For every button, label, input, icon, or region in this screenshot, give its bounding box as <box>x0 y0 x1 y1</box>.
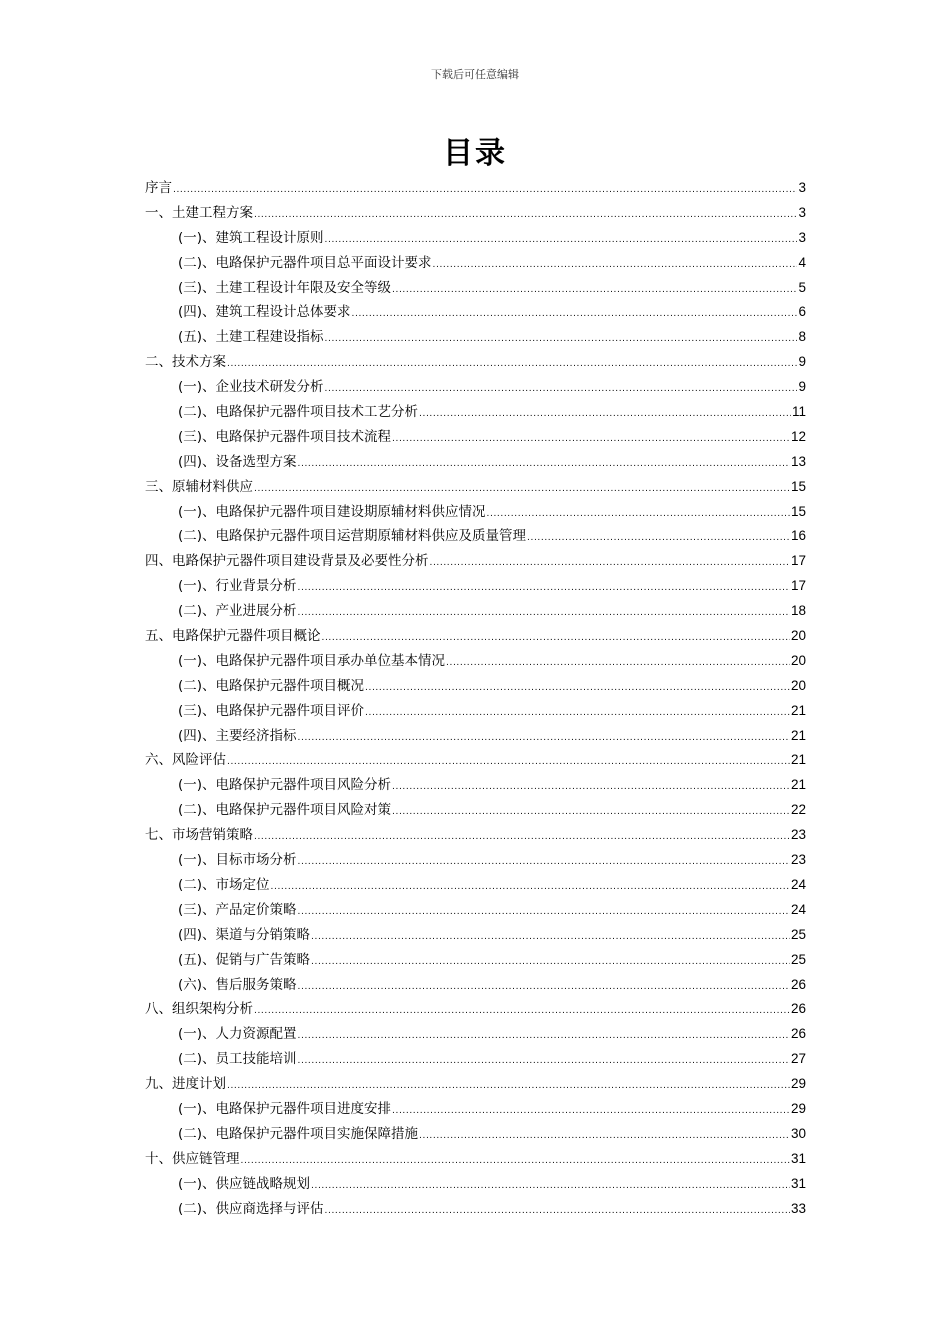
toc-entry[interactable] <box>145 549 806 574</box>
toc-entry-label: (五)、促销与广告策略 <box>178 951 311 968</box>
toc-dot-leader <box>311 950 790 975</box>
toc-dot-leader <box>298 452 790 477</box>
toc-entry-page-number: 33 <box>790 1200 806 1216</box>
toc-dot-leader <box>298 975 790 1000</box>
toc-dot-leader <box>365 676 790 701</box>
toc-dot-leader <box>487 502 790 527</box>
toc-dot-leader <box>419 1124 790 1149</box>
toc-entry[interactable] <box>145 1022 806 1047</box>
toc-entry-page-number: 5 <box>798 279 806 295</box>
toc-entry-label: (二)、员工技能培训 <box>178 1051 297 1068</box>
toc-entry-page-number: 3 <box>798 180 806 195</box>
toc-entry[interactable] <box>145 948 806 973</box>
toc-entry-page-number: 20 <box>790 628 806 644</box>
toc-entry-page-number: 31 <box>790 1175 806 1191</box>
toc-entry-page-number: 8 <box>798 329 806 345</box>
toc-entry-label: (一)、电路保护元器件项目承办单位基本情况 <box>178 652 446 669</box>
toc-dot-leader <box>392 775 790 800</box>
toc-entry-label: (二)、电路保护元器件项目技术工艺分析 <box>178 404 419 421</box>
toc-entry[interactable] <box>145 1172 806 1197</box>
toc-dot-leader <box>322 626 790 651</box>
toc-entry-label: 四、电路保护元器件项目建设背景及必要性分析 <box>145 553 429 570</box>
toc-entry[interactable] <box>145 1097 806 1122</box>
toc-entry[interactable] <box>145 973 806 998</box>
toc-dot-leader <box>325 377 798 402</box>
toc-entry[interactable] <box>145 524 806 549</box>
toc-entry-page-number: 29 <box>790 1076 806 1092</box>
toc-entry-page-number: 21 <box>790 777 806 793</box>
toc-entry-label: (一)、电路保护元器件项目建设期原辅材料供应情况 <box>178 503 486 520</box>
toc-entry[interactable] <box>145 176 806 201</box>
toc-entry[interactable] <box>145 1122 806 1147</box>
toc-dot-leader <box>271 875 790 900</box>
toc-entry-page-number: 21 <box>790 702 806 718</box>
toc-entry-page-number: 13 <box>790 453 806 469</box>
toc-entry-label: 二、技术方案 <box>145 354 226 371</box>
toc-entry-page-number: 6 <box>798 304 806 320</box>
toc-entry[interactable] <box>145 475 806 500</box>
toc-entry-label: (四)、建筑工程设计总体要求 <box>178 304 351 321</box>
toc-dot-leader <box>527 526 790 551</box>
toc-entry-page-number: 23 <box>790 827 806 843</box>
toc-entry-page-number: 18 <box>790 603 806 619</box>
toc-dot-leader <box>446 651 790 676</box>
toc-entry-page-number: 26 <box>790 1026 806 1042</box>
toc-dot-leader <box>241 1149 790 1174</box>
toc-entry[interactable] <box>145 898 806 923</box>
toc-dot-leader <box>325 228 798 253</box>
toc-entry[interactable] <box>145 748 806 773</box>
toc-entry-label: (二)、供应商选择与评估 <box>178 1200 324 1217</box>
toc-dot-leader <box>392 278 797 303</box>
toc-dot-leader <box>173 178 797 203</box>
toc-entry[interactable] <box>145 325 806 350</box>
toc-entry[interactable] <box>145 923 806 948</box>
toc-entry-label: 一、土建工程方案 <box>145 204 253 221</box>
toc-entry[interactable] <box>145 251 806 276</box>
toc-dot-leader <box>311 925 790 950</box>
toc-entry-page-number: 3 <box>798 204 806 220</box>
toc-dot-leader <box>392 800 790 825</box>
toc-entry-page-number: 12 <box>790 428 806 444</box>
toc-entry-label: (一)、电路保护元器件项目进度安排 <box>178 1100 392 1117</box>
toc-entry-label: (二)、产业进展分析 <box>178 603 297 620</box>
toc-dot-leader <box>311 1174 790 1199</box>
toc-entry-label: (四)、设备选型方案 <box>178 453 297 470</box>
toc-entry-page-number: 20 <box>790 652 806 668</box>
toc-entry-label: (三)、电路保护元器件项目技术流程 <box>178 428 392 445</box>
toc-entry-page-number: 17 <box>790 578 806 594</box>
toc-entry-page-number: 9 <box>798 354 806 370</box>
toc-entry-label: 九、进度计划 <box>145 1076 226 1093</box>
toc-dot-leader <box>298 601 790 626</box>
toc-entry[interactable] <box>145 425 806 450</box>
toc-entry[interactable] <box>145 574 806 599</box>
toc-dot-leader <box>298 900 790 925</box>
toc-entry-label: (二)、电路保护元器件项目概况 <box>178 677 365 694</box>
toc-entry[interactable] <box>145 1197 806 1222</box>
toc-dot-leader <box>298 726 790 751</box>
toc-entry-page-number: 15 <box>790 503 806 519</box>
toc-dot-leader <box>254 999 790 1024</box>
toc-entry[interactable] <box>145 823 806 848</box>
toc-entry[interactable] <box>145 201 806 226</box>
toc-entry-label: (一)、行业背景分析 <box>178 578 297 595</box>
toc-entry-page-number: 21 <box>790 727 806 743</box>
toc-entry-page-number: 29 <box>790 1100 806 1116</box>
toc-dot-leader <box>392 427 790 452</box>
toc-entry-label: (一)、电路保护元器件项目风险分析 <box>178 777 392 794</box>
toc-dot-leader <box>254 203 797 228</box>
toc-entry-page-number: 9 <box>798 379 806 395</box>
toc-entry-label: (一)、目标市场分析 <box>178 852 297 869</box>
toc-dot-leader <box>419 402 791 427</box>
toc-entry-page-number: 30 <box>790 1125 806 1141</box>
toc-dot-leader <box>365 701 790 726</box>
toc-entry-page-number: 16 <box>790 528 806 544</box>
table-of-contents <box>145 176 806 1221</box>
toc-entry[interactable] <box>145 276 806 301</box>
toc-entry-label: (三)、产品定价策略 <box>178 901 297 918</box>
toc-entry[interactable] <box>145 400 806 425</box>
toc-entry-page-number: 3 <box>798 229 806 245</box>
toc-entry-label: 序言 <box>145 180 172 196</box>
toc-dot-leader <box>227 750 790 775</box>
toc-entry[interactable] <box>145 500 806 525</box>
toc-entry-label: (一)、供应链战略规划 <box>178 1175 311 1192</box>
toc-dot-leader <box>254 477 790 502</box>
toc-entry-label: (三)、土建工程设计年限及安全等级 <box>178 279 392 296</box>
toc-entry[interactable] <box>145 674 806 699</box>
toc-dot-leader <box>298 1024 790 1049</box>
toc-entry[interactable] <box>145 997 806 1022</box>
toc-entry-label: (四)、渠道与分销策略 <box>178 926 311 943</box>
toc-entry[interactable] <box>145 1147 806 1172</box>
toc-dot-leader <box>433 253 798 278</box>
toc-entry-label: 七、市场营销策略 <box>145 827 253 844</box>
toc-entry-label: (二)、市场定位 <box>178 876 270 893</box>
toc-entry-page-number: 25 <box>790 951 806 967</box>
toc-entry-label: (二)、电路保护元器件项目运营期原辅材料供应及质量管理 <box>178 528 527 545</box>
toc-dot-leader <box>392 1099 790 1124</box>
page-header: 下载后可任意编辑 <box>431 68 519 81</box>
toc-entry-label: (六)、售后服务策略 <box>178 976 297 993</box>
toc-entry[interactable] <box>145 450 806 475</box>
toc-entry[interactable] <box>145 773 806 798</box>
toc-entry-label: 五、电路保护元器件项目概论 <box>145 628 321 645</box>
toc-entry-label: (三)、电路保护元器件项目评价 <box>178 702 365 719</box>
toc-entry-label: (二)、电路保护元器件项目总平面设计要求 <box>178 254 432 271</box>
toc-entry[interactable] <box>145 226 806 251</box>
toc-entry-label: (四)、主要经济指标 <box>178 727 297 744</box>
toc-entry[interactable] <box>145 599 806 624</box>
toc-entry-page-number: 24 <box>790 876 806 892</box>
toc-entry-page-number: 26 <box>790 976 806 992</box>
toc-entry[interactable] <box>145 624 806 649</box>
toc-dot-leader <box>352 302 798 327</box>
toc-dot-leader <box>298 1049 790 1074</box>
toc-dot-leader <box>325 1199 790 1224</box>
toc-entry-page-number: 25 <box>790 926 806 942</box>
toc-entry-page-number: 4 <box>798 254 806 270</box>
toc-entry[interactable] <box>145 848 806 873</box>
toc-entry-label: (一)、人力资源配置 <box>178 1026 297 1043</box>
toc-dot-leader <box>298 576 790 601</box>
toc-entry-page-number: 26 <box>790 1001 806 1017</box>
toc-dot-leader <box>227 1074 790 1099</box>
toc-entry[interactable] <box>145 1072 806 1097</box>
toc-entry[interactable] <box>145 350 806 375</box>
toc-entry-page-number: 20 <box>790 677 806 693</box>
toc-entry-page-number: 21 <box>790 752 806 768</box>
toc-entry[interactable] <box>145 798 806 823</box>
toc-dot-leader <box>254 825 790 850</box>
toc-entry-page-number: 23 <box>790 852 806 868</box>
toc-entry-label: (一)、建筑工程设计原则 <box>178 229 324 246</box>
toc-entry-label: 八、组织架构分析 <box>145 1001 253 1018</box>
toc-entry-label: (五)、土建工程建设指标 <box>178 329 324 346</box>
toc-entry-label: (二)、电路保护元器件项目风险对策 <box>178 802 392 819</box>
toc-entry-page-number: 27 <box>790 1051 806 1067</box>
toc-entry[interactable] <box>145 1047 806 1072</box>
toc-title: 目录 <box>443 136 507 171</box>
toc-entry-page-number: 22 <box>790 802 806 818</box>
toc-dot-leader <box>298 850 790 875</box>
toc-entry-label: 十、供应链管理 <box>145 1150 240 1167</box>
toc-entry[interactable] <box>145 873 806 898</box>
toc-entry-page-number: 11 <box>791 404 806 420</box>
toc-dot-leader <box>430 551 790 576</box>
toc-entry-label: 三、原辅材料供应 <box>145 478 253 495</box>
toc-entry-page-number: 31 <box>790 1150 806 1166</box>
toc-entry-page-number: 24 <box>790 901 806 917</box>
toc-entry[interactable] <box>145 699 806 724</box>
toc-entry[interactable] <box>145 300 806 325</box>
toc-dot-leader <box>227 352 797 377</box>
toc-dot-leader <box>325 327 798 352</box>
toc-entry-label: (一)、企业技术研发分析 <box>178 379 324 396</box>
toc-entry[interactable] <box>145 375 806 400</box>
toc-entry-label: 六、风险评估 <box>145 752 226 769</box>
toc-entry-label: (二)、电路保护元器件项目实施保障措施 <box>178 1125 419 1142</box>
toc-entry[interactable] <box>145 724 806 749</box>
toc-entry-page-number: 15 <box>790 478 806 494</box>
toc-entry[interactable] <box>145 649 806 674</box>
toc-entry-page-number: 17 <box>790 553 806 569</box>
